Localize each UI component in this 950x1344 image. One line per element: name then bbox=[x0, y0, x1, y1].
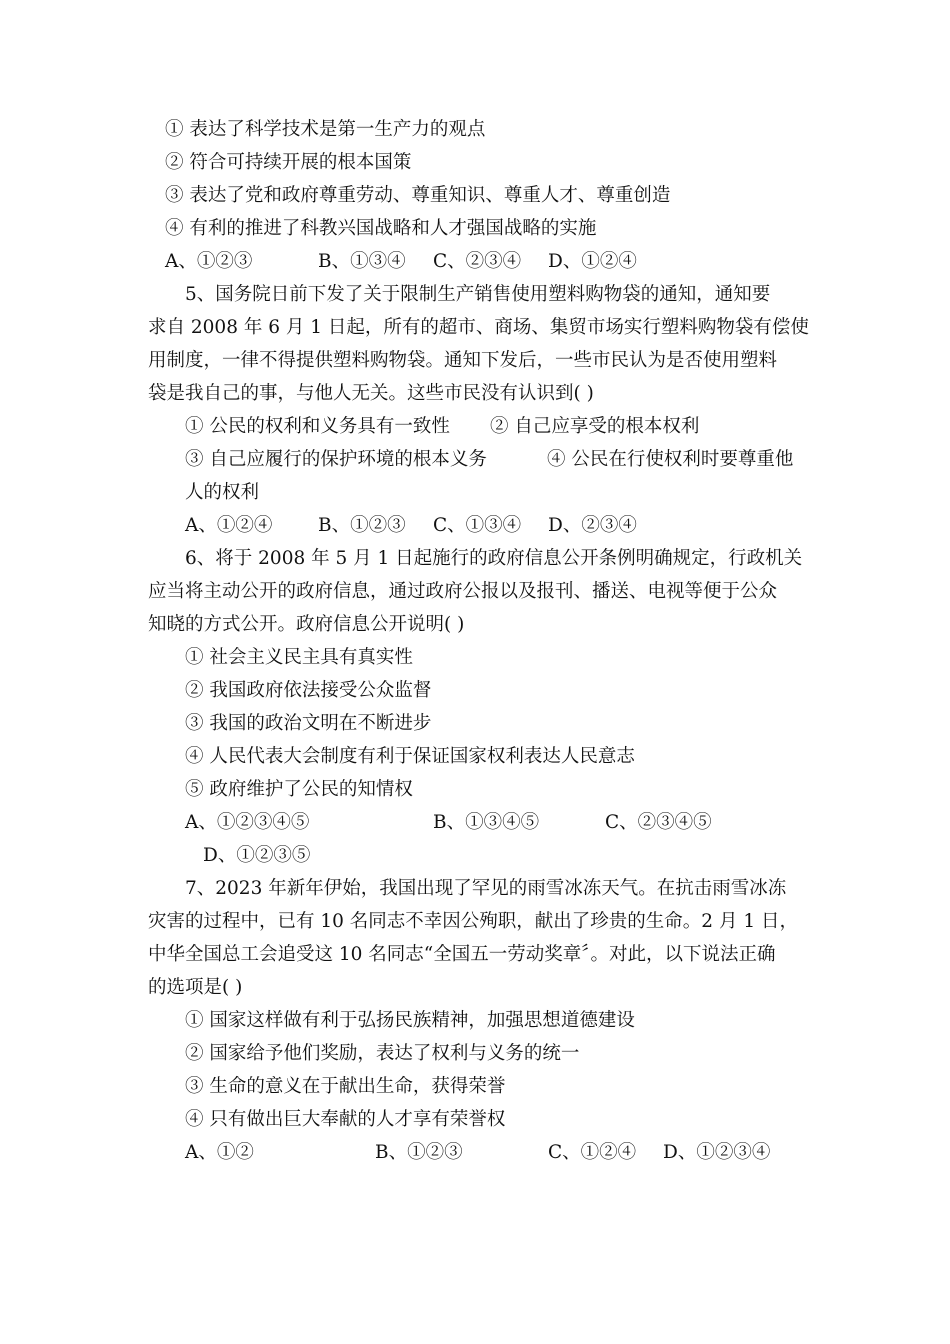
q5-stem-line-4: 袋是我自己的事，与他人无关。这些市民没有认识到( ) bbox=[148, 383, 594, 404]
q5-stem-line-3: 用制度，一律不得提供塑料购物袋。通知下发后，一些市民认为是否使用塑料 bbox=[148, 350, 778, 371]
q5-answer-d: D、②③④ bbox=[548, 515, 637, 536]
q7-option-1: ① 国家这样做有利于弘扬民族精神，加强思想道德建设 bbox=[185, 1010, 635, 1031]
q7-stem-line-4: 的选项是( ) bbox=[148, 977, 243, 998]
q5-stem-line-2: 求自 2008 年 6 月 1 日起，所有的超市、商场、集贸市场实行塑料购物袋有偿使 bbox=[148, 317, 809, 338]
q5-answer-a: A、①②④ bbox=[185, 515, 273, 536]
q4-answer-c: C、②③④ bbox=[433, 251, 522, 272]
q6-option-3: ③ 我国的政治文明在不断进步 bbox=[185, 713, 432, 734]
q4-option-2: ② 符合可持续开展的根本国策 bbox=[165, 152, 412, 173]
q6-option-2: ② 我国政府依法接受公众监督 bbox=[185, 680, 432, 701]
q7-stem-line-2: 灾害的过程中，已有 10 名同志不幸因公殉职，献出了珍贵的生命。2 月 1 日， bbox=[148, 911, 798, 932]
q5-option-2: ② 自己应享受的根本权利 bbox=[490, 416, 700, 437]
q7-answer-c: C、①②④ bbox=[548, 1142, 637, 1163]
q6-option-5: ⑤ 政府维护了公民的知情权 bbox=[185, 779, 413, 800]
q7-option-3: ③ 生命的意义在于献出生命，获得荣誉 bbox=[185, 1076, 506, 1097]
q5-option-3: ③ 自己应履行的保护环境的根本义务 bbox=[185, 449, 487, 470]
q6-answer-d: D、①②③⑤ bbox=[203, 845, 311, 866]
q6-answer-b: B、①③④⑤ bbox=[433, 812, 540, 833]
q7-option-2: ② 国家给予他们奖励，表达了权利与义务的统一 bbox=[185, 1043, 580, 1064]
q6-option-1: ① 社会主义民主具有真实性 bbox=[185, 647, 413, 668]
q4-answer-d: D、①②④ bbox=[548, 251, 637, 272]
q6-answer-a: A、①②③④⑤ bbox=[185, 812, 310, 833]
q4-option-3: ③ 表达了党和政府尊重劳动、尊重知识、尊重人才、尊重创造 bbox=[165, 185, 671, 206]
q7-answer-d: D、①②③④ bbox=[663, 1142, 771, 1163]
q6-stem-line-1: 6、将于 2008 年 5 月 1 日起施行的政府信息公开条例明确规定，行政机关 bbox=[185, 548, 803, 569]
q6-answer-c: C、②③④⑤ bbox=[605, 812, 712, 833]
q4-answer-b: B、①③④ bbox=[318, 251, 406, 272]
q7-stem-line-3: 中华全国总工会追受这 10 名同志“全国五一劳动奖章〞。对此，以下说法正确 bbox=[148, 944, 776, 965]
q4-answer-a: A、①②③ bbox=[165, 251, 253, 272]
q5-stem-line-1: 5、国务院日前下发了关于限制生产销售使用塑料购物袋的通知，通知要 bbox=[185, 284, 771, 305]
q5-answer-c: C、①③④ bbox=[433, 515, 522, 536]
q6-stem-line-2: 应当将主动公开的政府信息，通过政府公报以及报刊、播送、电视等便于公众 bbox=[148, 581, 778, 602]
q5-answer-b: B、①②③ bbox=[318, 515, 406, 536]
q4-option-4: ④ 有利的推进了科教兴国战略和人才强国战略的实施 bbox=[165, 218, 597, 239]
q5-option-4: ④ 公民在行使权利时要尊重他 bbox=[547, 449, 794, 470]
q7-stem-line-1: 7、2023 年新年伊始，我国出现了罕见的雨雪冰冻天气。在抗击雨雪冰冻 bbox=[185, 878, 787, 899]
q7-answer-a: A、①② bbox=[185, 1142, 254, 1163]
q5-option-4-cont: 人的权利 bbox=[185, 482, 260, 503]
q7-answer-b: B、①②③ bbox=[375, 1142, 463, 1163]
q4-option-1: ① 表达了科学技术是第一生产力的观点 bbox=[165, 119, 486, 140]
q6-option-4: ④ 人民代表大会制度有利于保证国家权利表达人民意志 bbox=[185, 746, 635, 767]
q5-option-1: ① 公民的权利和义务具有一致性 bbox=[185, 416, 450, 437]
q7-option-4: ④ 只有做出巨大奉献的人才享有荣誉权 bbox=[185, 1109, 506, 1130]
q6-stem-line-3: 知晓的方式公开。政府信息公开说明( ) bbox=[148, 614, 465, 635]
